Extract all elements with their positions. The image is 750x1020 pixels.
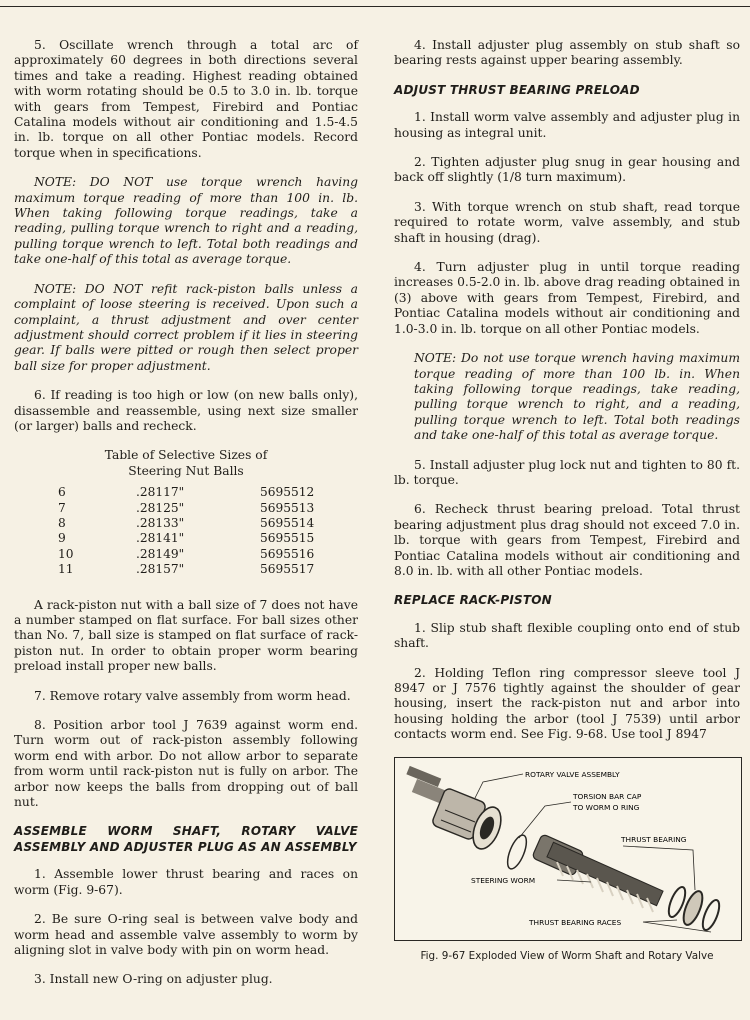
label-thrust-bearing-races: THRUST BEARING RACES xyxy=(529,917,622,927)
ball-table-title xyxy=(14,448,358,479)
heading-replace-rack-piston: REPLACE RACK-PISTON xyxy=(394,593,552,608)
step-7-paragraph: 7. Remove rotary valve assembly from worm head. xyxy=(34,688,351,703)
exploded-view-illustration xyxy=(395,758,741,940)
part-number: 5695515 xyxy=(260,531,315,546)
ball-table-title-line-1: Table of Selective Sizes of xyxy=(104,448,268,463)
part-number: 5695512 xyxy=(260,485,315,500)
ball-size: .28149" xyxy=(136,546,185,561)
table-row xyxy=(40,485,314,500)
ball-size-table xyxy=(40,485,314,577)
part-number: 5695517 xyxy=(260,562,315,577)
table-row xyxy=(40,501,314,516)
thrust-step-1: 1. Install worm valve assembly and adjuster plug in housing as integral unit. xyxy=(394,110,740,140)
assemble-step-2: 2. Be sure O-ring seal is between valve body and worm head and assemble valve assembly to worm by aligning slot in valve body with pin on worm head. xyxy=(14,912,358,957)
ball-number: 11 xyxy=(58,562,74,577)
rotary-valve-assembly-drawing xyxy=(406,766,506,853)
part-number: 5695513 xyxy=(260,500,315,515)
table-row xyxy=(40,547,314,562)
figure-9-67-exploded-view xyxy=(394,757,742,941)
thrust-step-3: 3. With torque wrench on stub shaft, read torque required to rotate worm, valve assembly, and stub shaft in housing (drag). xyxy=(394,199,740,245)
ball-size: .28157" xyxy=(136,562,185,577)
table-row xyxy=(40,516,314,531)
page-top-rule xyxy=(0,6,750,7)
ball-number: 6 xyxy=(58,485,66,500)
thrust-step-6: 6. Recheck thrust bearing preload. Total thrust bearing adjustment plus drag should not exceed 7.0 in. lb. torque with gears from Tempest, Firebird and Pontiac Catalina models without air conditioning and 8.0 in. lb. with all other Pontiac models. xyxy=(394,502,740,578)
o-ring-drawing xyxy=(504,832,530,871)
thrust-step-2: 2. Tighten adjuster plug snug in gear housing and back off slightly (1/8 turn maximum). xyxy=(394,155,740,185)
part-number: 5695514 xyxy=(260,515,315,530)
ball-table-title-line-2: Steering Nut Balls xyxy=(128,463,244,478)
left-column xyxy=(14,38,358,1002)
label-to-worm-o-ring: TO WORM O RING xyxy=(573,802,640,812)
thrust-step-5: 5. Install adjuster plug lock nut and tighten to 80 ft. lb. torque. xyxy=(394,457,740,487)
table-row xyxy=(40,562,314,577)
rack-piston-paragraph: A rack-piston nut with a ball size of 7 does not have a number stamped on flat surface. For ball sizes other than No. 7, ball size is stamped on flat surface of rack-piston nut. In order to obtain proper worm bearing preload install proper new balls. xyxy=(14,597,358,674)
note-torque-wrench-lb-in: NOTE: Do not use torque wrench having maximum torque reading of more than 100 lb. in. When taking following torque readings, take reading, pulling torque wrench to right, and a reading, pulling torque wrench to left. Total both readings and take one-half of this total as average torque. xyxy=(414,351,740,443)
step-8-paragraph: 8. Position arbor tool J 7639 against worm end. Turn worm out of rack-piston assembly following worm end with arbor. Do not allow arbor to separate from worm until rack-piston nut is fully on arbor. The arbor now keeps the balls from dropping out of ball nut. xyxy=(14,718,358,810)
table-row xyxy=(40,531,314,546)
ball-size: .28117" xyxy=(136,485,185,500)
figure-caption: Fig. 9-67 Exploded View of Worm Shaft and Rotary Valve xyxy=(420,949,714,962)
replace-step-1: 1. Slip stub shaft flexible coupling onto end of stub shaft. xyxy=(394,620,740,651)
right-column xyxy=(394,38,740,964)
ball-number: 8 xyxy=(58,515,66,530)
part-number: 5695516 xyxy=(260,546,315,561)
label-steering-worm: STEERING WORM xyxy=(471,875,536,885)
label-thrust-bearing: THRUST BEARING xyxy=(621,834,687,844)
assemble-step-4: 4. Install adjuster plug assembly on stub shaft so bearing rests against upper bearing assembly. xyxy=(394,38,740,68)
step-5-paragraph: 5. Oscillate wrench through a total arc of approximately 60 degrees in both directions several times and take a reading. Highest reading obtained with worm rotating should be 0.5 to 3.0 in. lb. torque with gears from Tempest, Firebird and Pontiac Catalina models without air conditioning and 1.5-4.5 in. lb. torque on all other Pontiac models. Record torque when in specifications. xyxy=(14,38,358,160)
assemble-step-3: 3. Install new O-ring on adjuster plug. xyxy=(34,972,273,987)
heading-assemble-worm-shaft: ASSEMBLE WORM SHAFT, ROTARY VALVE ASSEMBLY AND ADJUSTER PLUG AS AN ASSEMBLY xyxy=(14,824,358,854)
note-refit-balls: NOTE: DO NOT refit rack-piston balls unless a complaint of loose steering is received. Upon such a complaint, a thrust adjustment and over center adjustment should correct problem if it lies in steering gear. If balls were pitted or rough then select proper ball size for proper adjustment. xyxy=(14,281,358,373)
ball-number: 10 xyxy=(58,546,74,561)
steering-worm-drawing xyxy=(532,833,663,911)
ball-size: .28141" xyxy=(136,531,185,546)
ball-number: 7 xyxy=(58,500,66,515)
ball-size: .28133" xyxy=(136,515,185,530)
label-torsion-bar-cap: TORSION BAR CAP xyxy=(573,791,642,801)
step-6-paragraph: 6. If reading is too high or low (on new balls only), disassemble and reassemble, using next size smaller (or larger) balls and recheck. xyxy=(14,388,358,433)
note-torque-wrench: NOTE: DO NOT use torque wrench having maximum torque reading of more than 100 in. lb. When taking following torque readings, take a reading, pulling torque wrench to right and a reading, pulling torque wrench to left. Total both readings and take one-half of this total as average torque. xyxy=(14,175,358,267)
thrust-race-2 xyxy=(699,898,722,932)
assemble-step-1: 1. Assemble lower thrust bearing and races on worm (Fig. 9-67). xyxy=(14,867,358,897)
heading-adjust-thrust-bearing: ADJUST THRUST BEARING PRELOAD xyxy=(394,82,640,97)
ball-size: .28125" xyxy=(136,500,185,515)
label-rotary-valve-assembly: ROTARY VALVE ASSEMBLY xyxy=(525,769,620,779)
replace-step-2: 2. Holding Teflon ring compressor sleeve tool J 8947 or J 7576 tightly against the shoulder of gear housing, insert the rack-piston nut and arbor into housing holding the arbor (tool J 7539) until arbor contacts worm end. See Fig. 9-68. Use tool J 8947 xyxy=(394,665,740,742)
thrust-step-4: 4. Turn adjuster plug in until torque reading increases 0.5-2.0 in. lb. above drag reading obtained in (3) above with gears from Tempest, Firebird, and Pontiac Catalina models without air conditioning and 1.0-3.0 in. lb. torque on all other Pontiac models. xyxy=(394,260,740,336)
ball-number: 9 xyxy=(58,531,66,546)
